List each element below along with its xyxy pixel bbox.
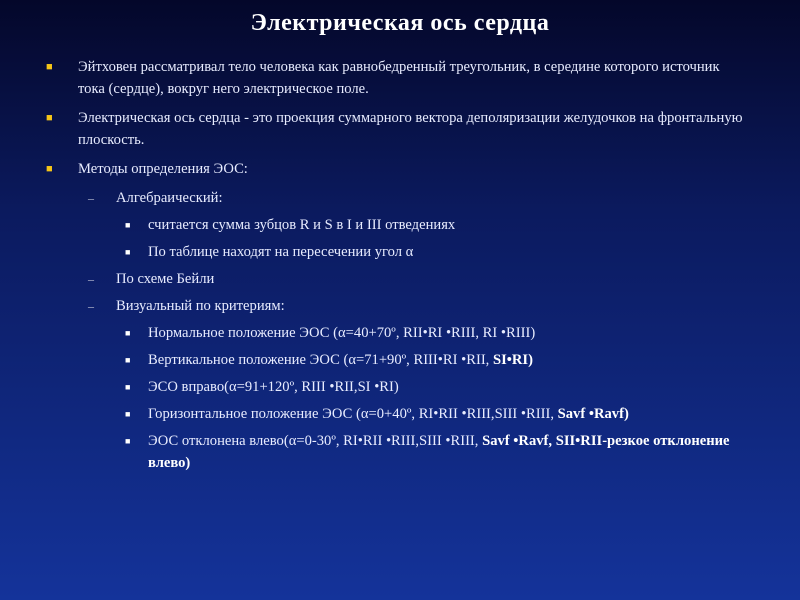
bullet-3-1-2 — [46, 241, 746, 263]
bullet-2 — [46, 107, 746, 151]
square-bullet-icon: ■ — [46, 61, 53, 73]
slide-content — [46, 56, 746, 479]
bullet-3-3-1-text: Нормальное положение ЭОС (α=40+70º, RII•RI •RIII, RI •RIII) — [148, 325, 536, 341]
bullet-3-3-3 — [46, 376, 746, 398]
bullet-3-3-1 — [46, 322, 746, 344]
bullet-1 — [46, 56, 746, 100]
dash-bullet-icon: – — [88, 191, 94, 205]
bullet-3-3-2-bold: SI•RI) — [492, 352, 533, 368]
square-bullet-icon: ■ — [125, 382, 131, 392]
bullet-3-1-text: Алгебраический: — [116, 190, 223, 206]
bullet-3-3-4-text: Горизонтальное положение ЭОС (α=0+40º, RI•RII •RIII,SIII •RIII, — [148, 406, 558, 422]
bullet-3-3-text: Визуальный по критериям: — [116, 298, 285, 314]
bullet-3-3-5 — [46, 430, 746, 474]
bullet-3-1-1-text: считается сумма зубцов R и S в I и III отведениях — [148, 217, 456, 233]
square-bullet-icon: ■ — [125, 220, 131, 230]
bullet-3-3-4 — [46, 403, 746, 425]
bullet-3-2-text: По схеме Бейли — [116, 271, 215, 287]
bullet-3-text: Методы определения ЭОС: — [78, 161, 248, 177]
bullet-3-3-2-text: Вертикальное положение ЭОС (α=71+90º, RIII•RI •RII, — [148, 352, 493, 368]
bullet-2-text: Электрическая ось сердца - это проекция суммарного вектора деполяризации желудочков на фронтальную плоскость. — [78, 110, 743, 148]
square-bullet-icon: ■ — [125, 409, 131, 419]
dash-bullet-icon: – — [88, 272, 94, 286]
square-bullet-icon: ■ — [125, 436, 131, 446]
bullet-3-1 — [46, 187, 746, 209]
bullet-3-1-1 — [46, 214, 746, 236]
bullet-3 — [46, 158, 746, 180]
bullet-1-text: Эйтховен рассматривал тело человека как равнобедренный треугольник, в середине которого источник тока (сердце), вокруг него электрическое поле. — [78, 59, 720, 97]
bullet-3-3 — [46, 295, 746, 317]
square-bullet-icon: ■ — [125, 247, 131, 257]
bullet-3-3-5-bold: Savf •Ravf, SII•RII-резкое отклонение влево) — [148, 433, 730, 471]
slide-title: Электрическая ось сердца — [250, 10, 550, 36]
bullet-3-3-4-bold: Savf •Ravf) — [557, 406, 629, 422]
square-bullet-icon: ■ — [46, 163, 53, 175]
bullet-3-3-2 — [46, 349, 746, 371]
bullet-3-3-3-text: ЭСО вправо(α=91+120º, RIII •RII,SI •RI) — [148, 379, 399, 395]
square-bullet-icon: ■ — [46, 112, 53, 124]
square-bullet-icon: ■ — [125, 328, 131, 338]
bullet-3-1-2-text: По таблице находят на пересечении угол α — [148, 244, 414, 260]
bullet-3-2 — [46, 268, 746, 290]
square-bullet-icon: ■ — [125, 355, 131, 365]
dash-bullet-icon: – — [88, 299, 94, 313]
bullet-3-3-5-text: ЭОС отклонена влево(α=0-30º, RI•RII •RIII,SIII •RIII, — [148, 433, 483, 449]
